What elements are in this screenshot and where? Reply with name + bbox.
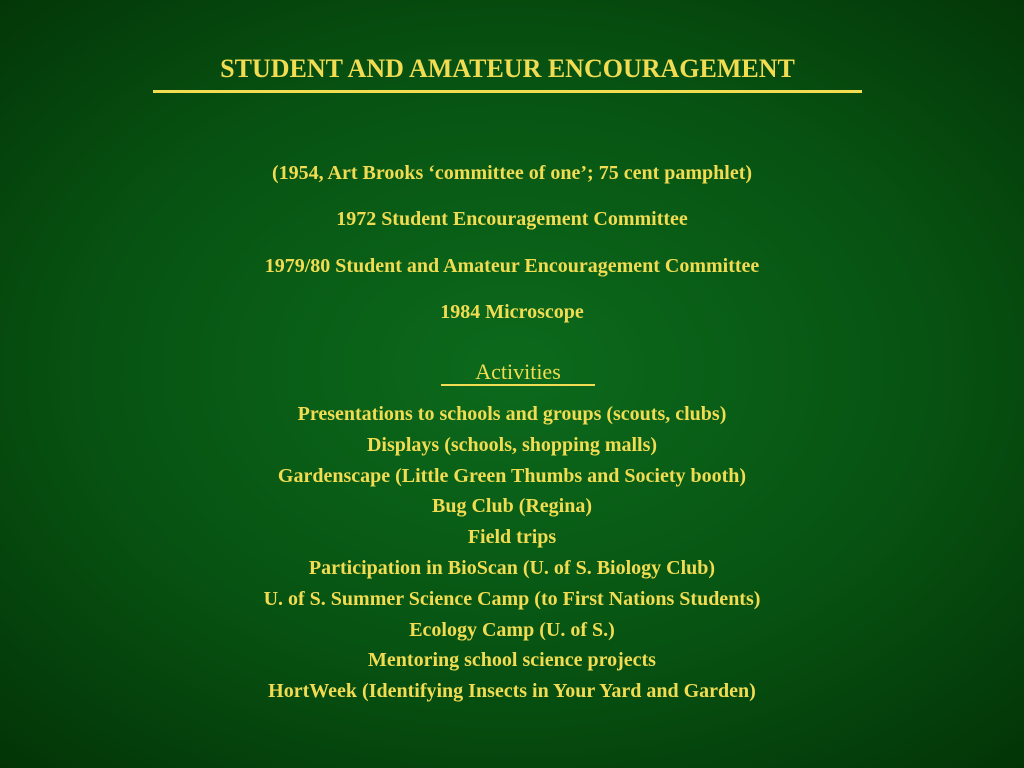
activity-item: HortWeek (Identifying Insects in Your Yard and Garden)	[268, 680, 756, 703]
activities-underline	[441, 384, 595, 386]
activity-item: Displays (schools, shopping malls)	[366, 433, 658, 456]
activity-item: Bug Club (Regina)	[431, 495, 593, 518]
history-line-1979: 1979/80 Student and Amateur Encouragement Committee	[264, 255, 760, 277]
activity-item: Participation in BioScan (U. of S. Biology Club)	[308, 556, 716, 579]
activity-item: Presentations to schools and groups (scouts, clubs)	[297, 403, 727, 425]
activity-item: Gardenscape (Little Green Thumbs and Society booth)	[277, 464, 747, 487]
activity-item: U. of S. Summer Science Camp (to First Nations Students)	[263, 587, 761, 610]
history-line-1954: (1954, Art Brooks ‘committee of one’; 75 cent pamphlet)	[271, 162, 753, 184]
activity-item: Mentoring school science projects	[368, 649, 656, 672]
history-line-1972: 1972 Student Encouragement Committee	[336, 208, 688, 230]
activity-item: Field trips	[467, 526, 557, 549]
slide-title: STUDENT AND AMATEUR ENCOURAGEMENT	[220, 54, 795, 83]
activities-heading: Activities	[475, 359, 561, 384]
title-underline	[153, 90, 862, 93]
activities-list	[0, 399, 1024, 707]
activity-item: Ecology Camp (U. of S.)	[409, 618, 615, 641]
history-line-1984: 1984 Microscope	[440, 301, 584, 323]
